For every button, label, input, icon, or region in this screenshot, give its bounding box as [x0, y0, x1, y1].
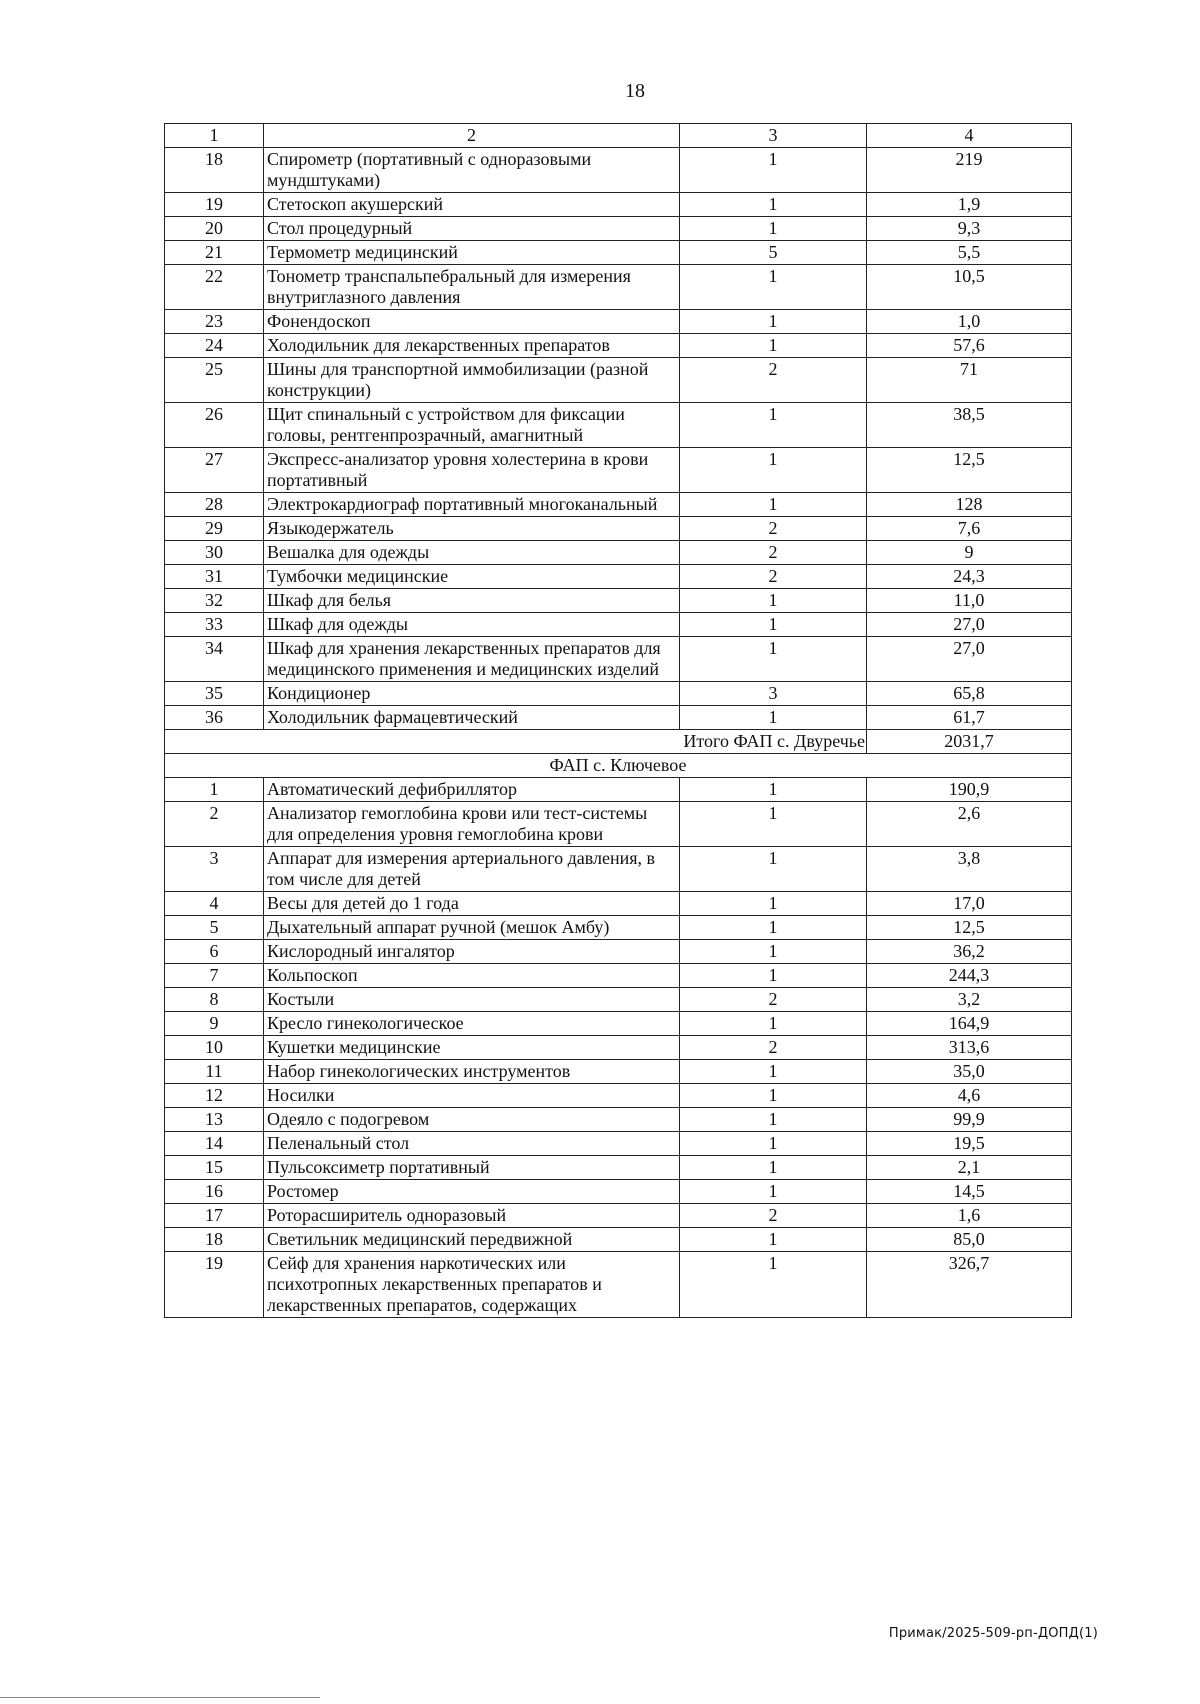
equipment-table-body	[165, 124, 1072, 1318]
table-row	[165, 193, 1072, 217]
equipment-table	[164, 123, 1072, 1318]
item-value: 14,5	[867, 1180, 1072, 1204]
item-quantity: 1	[680, 778, 867, 802]
item-quantity: 1	[680, 310, 867, 334]
total-value: 2031,7	[867, 730, 1072, 754]
item-name: Аппарат для измерения артериального давления, в том числе для детей	[264, 847, 680, 892]
item-quantity: 1	[680, 448, 867, 493]
item-quantity: 1	[680, 964, 867, 988]
table-row	[165, 148, 1072, 193]
table-row	[165, 1108, 1072, 1132]
item-quantity: 1	[680, 1132, 867, 1156]
item-name: Светильник медицинский передвижной	[264, 1228, 680, 1252]
row-number: 3	[165, 847, 264, 892]
table-row	[165, 940, 1072, 964]
item-value: 3,2	[867, 988, 1072, 1012]
item-quantity: 5	[680, 241, 867, 265]
row-number: 36	[165, 706, 264, 730]
item-value: 313,6	[867, 1036, 1072, 1060]
column-number-1: 1	[165, 124, 264, 148]
table-row	[165, 964, 1072, 988]
row-number: 32	[165, 589, 264, 613]
table-row	[165, 1132, 1072, 1156]
table-row	[165, 217, 1072, 241]
item-value: 326,7	[867, 1252, 1072, 1318]
column-number-2: 2	[264, 124, 680, 148]
page-number: 18	[625, 80, 645, 102]
item-name: Шкаф для хранения лекарственных препаратов для медицинского применения и медицинских изделий	[264, 637, 680, 682]
item-quantity: 1	[680, 193, 867, 217]
row-number: 10	[165, 1036, 264, 1060]
table-row	[165, 1156, 1072, 1180]
table-row	[165, 1180, 1072, 1204]
item-name: Сейф для хранения наркотических или психотропных лекарственных препаратов и лекарственных препаратов, содержащих	[264, 1252, 680, 1318]
item-quantity: 1	[680, 148, 867, 193]
item-value: 57,6	[867, 334, 1072, 358]
row-number: 26	[165, 403, 264, 448]
table-row	[165, 334, 1072, 358]
item-name: Стетоскоп акушерский	[264, 193, 680, 217]
item-value: 10,5	[867, 265, 1072, 310]
item-value: 27,0	[867, 613, 1072, 637]
row-number: 20	[165, 217, 264, 241]
table-row	[165, 565, 1072, 589]
table-row	[165, 1060, 1072, 1084]
item-quantity: 1	[680, 892, 867, 916]
item-name: Кондиционер	[264, 682, 680, 706]
item-quantity: 1	[680, 706, 867, 730]
item-quantity: 2	[680, 1204, 867, 1228]
table-row	[165, 988, 1072, 1012]
row-number: 15	[165, 1156, 264, 1180]
table-row	[165, 892, 1072, 916]
table-row	[165, 802, 1072, 847]
table-row	[165, 613, 1072, 637]
table-row	[165, 682, 1072, 706]
item-value: 65,8	[867, 682, 1072, 706]
item-name: Шкаф для одежды	[264, 613, 680, 637]
row-number: 11	[165, 1060, 264, 1084]
item-value: 99,9	[867, 1108, 1072, 1132]
item-value: 1,0	[867, 310, 1072, 334]
table-row	[165, 1204, 1072, 1228]
item-name: Холодильник для лекарственных препаратов	[264, 334, 680, 358]
item-quantity: 2	[680, 988, 867, 1012]
item-quantity: 1	[680, 637, 867, 682]
table-row	[165, 589, 1072, 613]
item-quantity: 1	[680, 334, 867, 358]
item-name: Кольпоскоп	[264, 964, 680, 988]
row-number: 2	[165, 802, 264, 847]
item-value: 2,1	[867, 1156, 1072, 1180]
column-number-4: 4	[867, 124, 1072, 148]
item-value: 128	[867, 493, 1072, 517]
row-number: 29	[165, 517, 264, 541]
item-name: Кресло гинекологическое	[264, 1012, 680, 1036]
item-name: Вешалка для одежды	[264, 541, 680, 565]
row-number: 30	[165, 541, 264, 565]
item-name: Шкаф для белья	[264, 589, 680, 613]
row-number: 21	[165, 241, 264, 265]
table-header-row	[165, 124, 1072, 148]
item-quantity: 1	[680, 493, 867, 517]
table-row	[165, 637, 1072, 682]
document-code: Примак/2025-509-рп-ДОПД(1)	[888, 1626, 1098, 1641]
item-name: Спирометр (портативный с одноразовыми мундштуками)	[264, 148, 680, 193]
item-name: Кушетки медицинские	[264, 1036, 680, 1060]
item-quantity: 1	[680, 217, 867, 241]
table-row	[165, 1012, 1072, 1036]
row-number: 9	[165, 1012, 264, 1036]
item-value: 190,9	[867, 778, 1072, 802]
table-row	[165, 265, 1072, 310]
section-header-row	[165, 754, 1072, 778]
total-label: Итого ФАП с. Двуречье	[165, 730, 867, 754]
item-value: 1,6	[867, 1204, 1072, 1228]
item-quantity: 1	[680, 1084, 867, 1108]
table-row	[165, 706, 1072, 730]
table-row	[165, 541, 1072, 565]
row-number: 6	[165, 940, 264, 964]
item-value: 11,0	[867, 589, 1072, 613]
item-quantity: 1	[680, 613, 867, 637]
item-name: Набор гинекологических инструментов	[264, 1060, 680, 1084]
row-number: 5	[165, 916, 264, 940]
table-row	[165, 847, 1072, 892]
row-number: 19	[165, 1252, 264, 1318]
item-value: 61,7	[867, 706, 1072, 730]
item-name: Кислородный ингалятор	[264, 940, 680, 964]
item-value: 2,6	[867, 802, 1072, 847]
row-number: 23	[165, 310, 264, 334]
item-name: Весы для детей до 1 года	[264, 892, 680, 916]
item-quantity: 1	[680, 940, 867, 964]
item-value: 12,5	[867, 916, 1072, 940]
row-number: 17	[165, 1204, 264, 1228]
column-number-3: 3	[680, 124, 867, 148]
row-number: 28	[165, 493, 264, 517]
row-number: 8	[165, 988, 264, 1012]
row-number: 18	[165, 1228, 264, 1252]
item-value: 5,5	[867, 241, 1072, 265]
total-row	[165, 730, 1072, 754]
item-quantity: 2	[680, 541, 867, 565]
table-row	[165, 403, 1072, 448]
row-number: 1	[165, 778, 264, 802]
item-quantity: 2	[680, 517, 867, 541]
item-name: Ростомер	[264, 1180, 680, 1204]
item-quantity: 1	[680, 1228, 867, 1252]
item-value: 12,5	[867, 448, 1072, 493]
item-quantity: 1	[680, 916, 867, 940]
item-value: 1,9	[867, 193, 1072, 217]
item-name: Электрокардиограф портативный многоканальный	[264, 493, 680, 517]
table-row	[165, 778, 1072, 802]
table-row	[165, 358, 1072, 403]
table-row	[165, 1036, 1072, 1060]
row-number: 33	[165, 613, 264, 637]
row-number: 7	[165, 964, 264, 988]
item-name: Термометр медицинский	[264, 241, 680, 265]
row-number: 24	[165, 334, 264, 358]
row-number: 4	[165, 892, 264, 916]
item-name: Пульсоксиметр портативный	[264, 1156, 680, 1180]
table-row	[165, 916, 1072, 940]
item-quantity: 1	[680, 802, 867, 847]
item-name: Стол процедурный	[264, 217, 680, 241]
table-row	[165, 493, 1072, 517]
table-row	[165, 1252, 1072, 1318]
row-number: 14	[165, 1132, 264, 1156]
item-name: Носилки	[264, 1084, 680, 1108]
table-row	[165, 241, 1072, 265]
item-name: Фонендоскоп	[264, 310, 680, 334]
scan-edge-line	[0, 1697, 320, 1698]
table-row	[165, 448, 1072, 493]
item-name: Костыли	[264, 988, 680, 1012]
item-value: 244,3	[867, 964, 1072, 988]
item-name: Тумбочки медицинские	[264, 565, 680, 589]
item-name: Экспресс-анализатор уровня холестерина в крови портативный	[264, 448, 680, 493]
item-value: 36,2	[867, 940, 1072, 964]
item-name: Холодильник фармацевтический	[264, 706, 680, 730]
item-name: Дыхательный аппарат ручной (мешок Амбу)	[264, 916, 680, 940]
row-number: 35	[165, 682, 264, 706]
item-name: Языкодержатель	[264, 517, 680, 541]
item-name: Роторасширитель одноразовый	[264, 1204, 680, 1228]
item-value: 38,5	[867, 403, 1072, 448]
item-quantity: 1	[680, 1180, 867, 1204]
item-name: Щит спинальный с устройством для фиксации головы, рентгенпрозрачный, амагнитный	[264, 403, 680, 448]
item-quantity: 1	[680, 265, 867, 310]
item-name: Шины для транспортной иммобилизации (разной конструкции)	[264, 358, 680, 403]
item-quantity: 2	[680, 565, 867, 589]
item-value: 9,3	[867, 217, 1072, 241]
item-quantity: 1	[680, 1060, 867, 1084]
item-value: 19,5	[867, 1132, 1072, 1156]
item-quantity: 2	[680, 1036, 867, 1060]
item-quantity: 1	[680, 403, 867, 448]
item-quantity: 1	[680, 1252, 867, 1318]
table-row	[165, 1228, 1072, 1252]
item-value: 24,3	[867, 565, 1072, 589]
table-row	[165, 1084, 1072, 1108]
row-number: 13	[165, 1108, 264, 1132]
item-quantity: 1	[680, 589, 867, 613]
section-title: ФАП с. Ключевое	[165, 754, 1072, 778]
row-number: 27	[165, 448, 264, 493]
item-value: 17,0	[867, 892, 1072, 916]
item-value: 3,8	[867, 847, 1072, 892]
item-value: 27,0	[867, 637, 1072, 682]
item-value: 71	[867, 358, 1072, 403]
item-name: Одеяло с подогревом	[264, 1108, 680, 1132]
item-value: 85,0	[867, 1228, 1072, 1252]
item-name: Анализатор гемоглобина крови или тест-системы для определения уровня гемоглобина крови	[264, 802, 680, 847]
row-number: 18	[165, 148, 264, 193]
table-row	[165, 517, 1072, 541]
row-number: 34	[165, 637, 264, 682]
item-name: Тонометр транспальпебральный для измерения внутриглазного давления	[264, 265, 680, 310]
row-number: 16	[165, 1180, 264, 1204]
item-value: 9	[867, 541, 1072, 565]
item-value: 164,9	[867, 1012, 1072, 1036]
item-quantity: 2	[680, 358, 867, 403]
row-number: 31	[165, 565, 264, 589]
item-quantity: 3	[680, 682, 867, 706]
row-number: 19	[165, 193, 264, 217]
item-name: Автоматический дефибриллятор	[264, 778, 680, 802]
row-number: 25	[165, 358, 264, 403]
item-quantity: 1	[680, 1156, 867, 1180]
row-number: 12	[165, 1084, 264, 1108]
item-quantity: 1	[680, 1012, 867, 1036]
item-value: 4,6	[867, 1084, 1072, 1108]
row-number: 22	[165, 265, 264, 310]
item-value: 35,0	[867, 1060, 1072, 1084]
item-quantity: 1	[680, 1108, 867, 1132]
item-quantity: 1	[680, 847, 867, 892]
table-row	[165, 310, 1072, 334]
item-value: 219	[867, 148, 1072, 193]
item-name: Пеленальный стол	[264, 1132, 680, 1156]
item-value: 7,6	[867, 517, 1072, 541]
